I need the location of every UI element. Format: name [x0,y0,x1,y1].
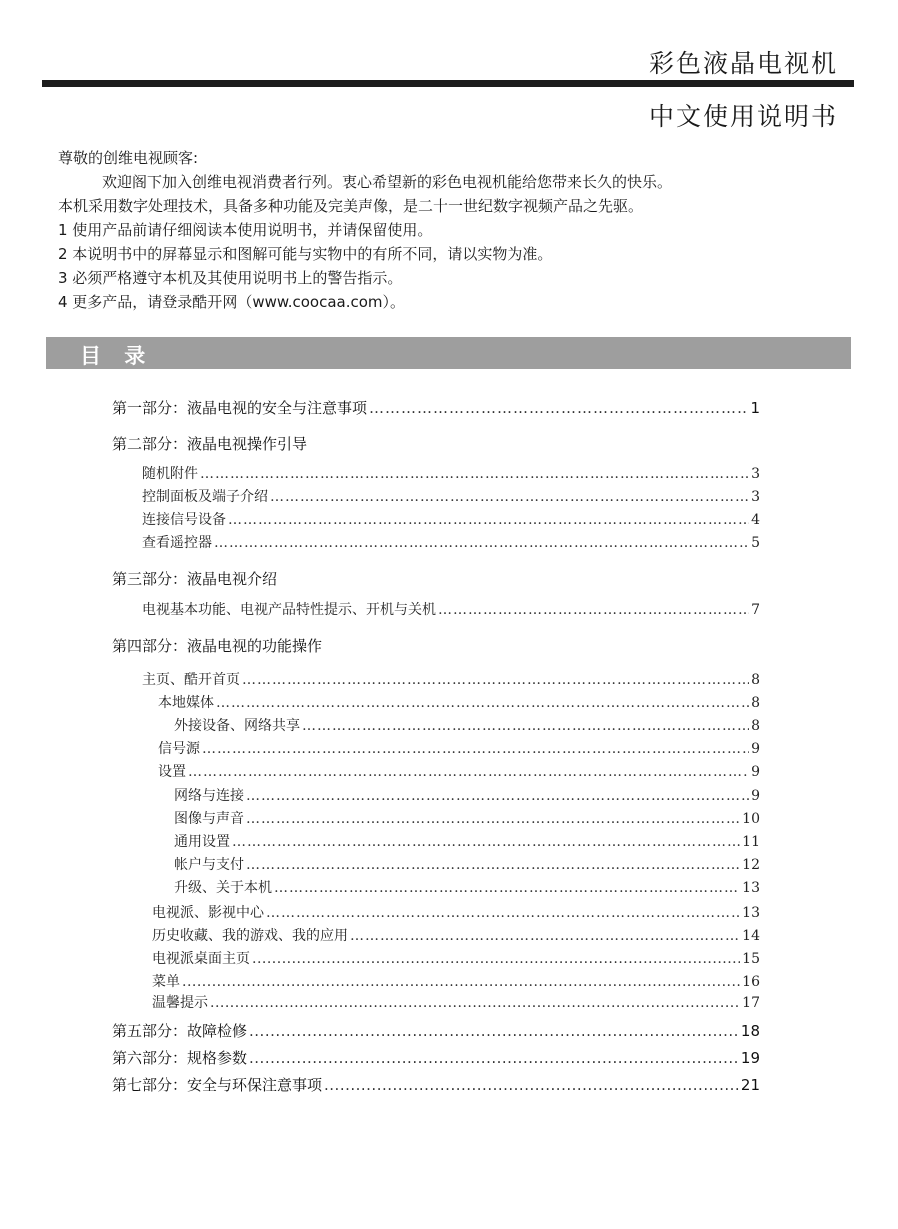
note-line: 4 更多产品，请登录酷开网（www.coocaa.com）。 [58,293,406,311]
toc-item[interactable] [174,808,760,828]
toc-page: 16 [742,974,760,990]
greeting-line: 尊敬的创维电视顾客: [58,149,199,167]
toc-label: 温馨提示 [152,995,208,1011]
note-line: 2 本说明书中的屏幕显示和图解可能与实物中的有所不同，请以实物为准。 [58,245,553,263]
toc-part-4[interactable]: 第四部分：液晶电视的功能操作 [112,637,323,655]
toc-page: 10 [742,811,760,827]
leader-dots [246,857,740,873]
toc-item[interactable] [152,992,760,1012]
leader-dots [324,1076,739,1094]
toc-label: 第六部分：规格参数 [112,1049,248,1067]
toc-page: 19 [740,1049,760,1067]
toc-label: 查看遥控器 [142,535,212,551]
toc-part-6[interactable] [112,1047,760,1068]
toc-label: 网络与连接 [174,788,244,804]
toc-page: 15 [742,951,760,967]
document-subtitle: 中文使用说明书 [648,102,838,131]
toc-item[interactable] [158,738,760,758]
leader-dots [214,535,749,551]
tech-line: 本机采用数字处理技术，具备多种功能及完美声像，是二十一世纪数字视频产品之先驱。 [58,197,644,215]
toc-part-3[interactable]: 第三部分：液晶电视介绍 [112,570,278,588]
leader-dots [270,489,749,505]
welcome-line: 欢迎阁下加入创维电视消费者行列。衷心希望新的彩色电视机能给您带来长久的快乐。 [102,173,673,191]
leader-dots [232,834,740,850]
toc-label: 主页、酷开首页 [142,672,240,688]
toc-page: 3 [751,466,760,482]
toc-label: 电视基本功能、电视产品特性提示、开机与关机 [142,602,436,618]
toc-item[interactable] [142,509,760,529]
toc-item[interactable] [174,785,760,805]
toc-page: 7 [751,602,760,618]
leader-dots [266,905,740,921]
toc-item[interactable] [152,902,760,922]
toc-page: 13 [742,905,760,921]
leader-dots [252,951,740,967]
toc-page: 4 [751,512,760,528]
toc-page: 1 [750,399,760,417]
toc-item[interactable] [152,948,760,968]
toc-label: 帐户与支付 [174,857,244,873]
leader-dots [182,974,740,990]
toc-page: 3 [751,489,760,505]
leader-dots [188,764,749,780]
leader-dots [274,880,740,896]
toc-item[interactable] [142,669,760,689]
toc-item[interactable] [152,925,760,945]
toc-label: 外接设备、网络共享 [174,718,300,734]
toc-item[interactable] [142,463,760,483]
leader-dots [246,811,740,827]
note-line: 3 必须严格遵守本机及其使用说明书上的警告指示。 [58,269,403,287]
leader-dots [246,788,749,804]
toc-item[interactable] [158,761,760,781]
leader-dots [202,741,749,757]
toc-page: 9 [751,788,760,804]
toc-page: 9 [751,764,760,780]
toc-label: 电视派桌面主页 [152,951,250,967]
toc-part-1[interactable] [112,397,760,418]
toc-label: 本地媒体 [158,695,214,711]
leader-dots [438,602,749,618]
toc-label: 第五部分：故障检修 [112,1022,248,1040]
leader-dots [228,512,749,528]
toc-item[interactable] [152,971,760,991]
toc-label: 通用设置 [174,834,230,850]
toc-label: 图像与声音 [174,811,244,827]
toc-label: 第一部分：液晶电视的安全与注意事项 [112,399,368,417]
toc-label: 历史收藏、我的游戏、我的应用 [152,928,348,944]
toc-label: 设置 [158,764,186,780]
toc-page: 5 [751,535,760,551]
toc-part-7[interactable] [112,1074,760,1095]
toc-page: 14 [742,928,760,944]
leader-dots [200,466,749,482]
leader-dots [216,695,749,711]
leader-dots [242,672,749,688]
toc-item[interactable] [174,877,760,897]
toc-page: 11 [742,834,760,850]
toc-item[interactable] [174,854,760,874]
toc-page: 8 [751,672,760,688]
toc-label: 菜单 [152,974,180,990]
toc-label: 控制面板及端子介绍 [142,489,268,505]
leader-dots [210,995,740,1011]
toc-part-5[interactable] [112,1020,760,1041]
toc-label: 升级、关于本机 [174,880,272,896]
note-line: 1 使用产品前请仔细阅读本使用说明书，并请保留使用。 [58,221,433,239]
toc-page: 9 [751,741,760,757]
toc-page: 12 [742,857,760,873]
toc-item[interactable] [142,532,760,552]
toc-label: 电视派、影视中心 [152,905,264,921]
toc-page: 13 [742,880,760,896]
toc-page: 18 [740,1022,760,1040]
document-title: 彩色液晶电视机 [648,49,838,78]
toc-item[interactable] [142,486,760,506]
toc-page: 8 [751,695,760,711]
toc-label: 连接信号设备 [142,512,226,528]
toc-page: 17 [742,995,760,1011]
leader-dots [302,718,749,734]
toc-label: 第七部分：安全与环保注意事项 [112,1076,323,1094]
toc-item[interactable] [174,831,760,851]
toc-heading: 目 录 [80,344,154,368]
toc-item[interactable] [158,692,760,712]
toc-part-2[interactable]: 第二部分：液晶电视操作引导 [112,435,308,453]
toc-label: 随机附件 [142,466,198,482]
toc-item[interactable] [174,715,760,735]
leader-dots [369,399,748,417]
leader-dots [350,928,740,944]
toc-item[interactable] [142,599,760,619]
leader-dots [249,1022,739,1040]
toc-label: 信号源 [158,741,200,757]
leader-dots [249,1049,739,1067]
toc-page: 21 [740,1076,760,1094]
toc-page: 8 [751,718,760,734]
